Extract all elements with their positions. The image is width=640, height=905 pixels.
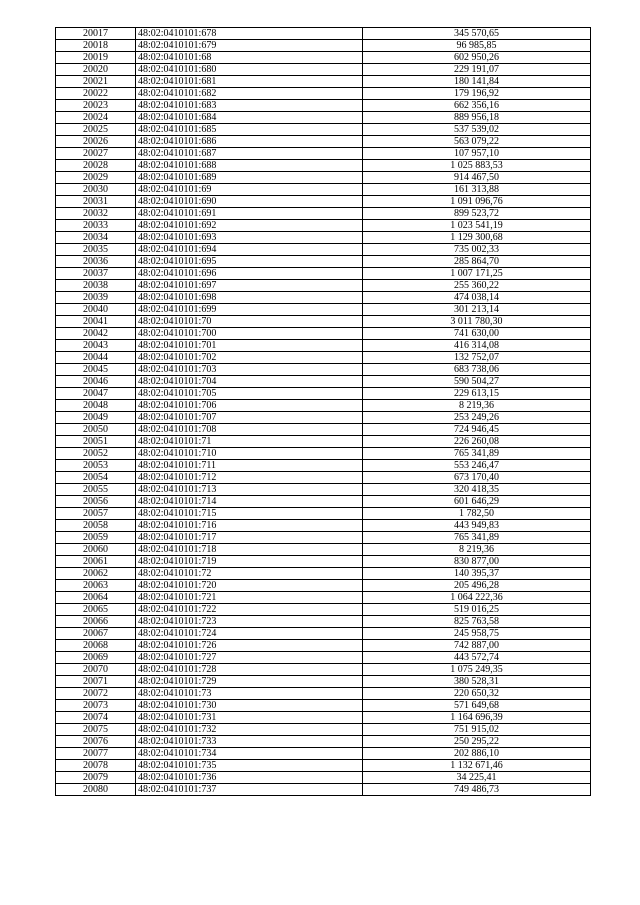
cadastral-value-cell: 662 356,16: [363, 100, 591, 112]
row-number-cell: 20049: [56, 412, 136, 424]
row-number-cell: 20070: [56, 664, 136, 676]
table-row: [56, 532, 591, 544]
row-number-cell: 20018: [56, 40, 136, 52]
table-row: [56, 352, 591, 364]
table-row: [56, 592, 591, 604]
cadastral-number-cell: 48:02:0410101:687: [136, 148, 363, 160]
table-row: [56, 688, 591, 700]
cadastral-value-cell: 202 886,10: [363, 748, 591, 760]
cadastral-value-cell: 229 191,07: [363, 64, 591, 76]
table-row: [56, 100, 591, 112]
cadastral-number-cell: 48:02:0410101:682: [136, 88, 363, 100]
table-row: [56, 412, 591, 424]
row-number-cell: 20055: [56, 484, 136, 496]
cadastral-value-cell: 255 360,22: [363, 280, 591, 292]
table-row: [56, 496, 591, 508]
cadastral-value-cell: 914 467,50: [363, 172, 591, 184]
row-number-cell: 20056: [56, 496, 136, 508]
cadastral-number-cell: 48:02:0410101:705: [136, 388, 363, 400]
cadastral-value-cell: 301 213,14: [363, 304, 591, 316]
row-number-cell: 20027: [56, 148, 136, 160]
cadastral-number-cell: 48:02:0410101:717: [136, 532, 363, 544]
cadastral-value-cell: 226 260,08: [363, 436, 591, 448]
cadastral-value-cell: 1 025 883,53: [363, 160, 591, 172]
cadastral-value-cell: 537 539,02: [363, 124, 591, 136]
cadastral-value-cell: 1 164 696,39: [363, 712, 591, 724]
table-row: [56, 340, 591, 352]
row-number-cell: 20025: [56, 124, 136, 136]
cadastral-number-cell: 48:02:0410101:686: [136, 136, 363, 148]
row-number-cell: 20054: [56, 472, 136, 484]
cadastral-number-cell: 48:02:0410101:68: [136, 52, 363, 64]
cadastral-value-cell: 345 570,65: [363, 28, 591, 40]
cadastral-number-cell: 48:02:0410101:733: [136, 736, 363, 748]
cadastral-number-cell: 48:02:0410101:703: [136, 364, 363, 376]
table-row: [56, 244, 591, 256]
row-number-cell: 20026: [56, 136, 136, 148]
cadastral-value-cell: 443 572,74: [363, 652, 591, 664]
table-row: [56, 388, 591, 400]
row-number-cell: 20067: [56, 628, 136, 640]
cadastral-value-cell: 735 002,33: [363, 244, 591, 256]
cadastral-number-cell: 48:02:0410101:735: [136, 760, 363, 772]
row-number-cell: 20023: [56, 100, 136, 112]
row-number-cell: 20033: [56, 220, 136, 232]
row-number-cell: 20029: [56, 172, 136, 184]
cadastral-number-cell: 48:02:0410101:731: [136, 712, 363, 724]
cadastral-value-cell: 1 782,50: [363, 508, 591, 520]
cadastral-number-cell: 48:02:0410101:692: [136, 220, 363, 232]
row-number-cell: 20041: [56, 316, 136, 328]
cadastral-value-cell: 179 196,92: [363, 88, 591, 100]
row-number-cell: 20074: [56, 712, 136, 724]
row-number-cell: 20065: [56, 604, 136, 616]
table-row: [56, 568, 591, 580]
cadastral-number-cell: 48:02:0410101:736: [136, 772, 363, 784]
cadastral-value-cell: 245 958,75: [363, 628, 591, 640]
cadastral-value-cell: 3 011 780,30: [363, 316, 591, 328]
cadastral-value-cell: 1 023 541,19: [363, 220, 591, 232]
table-row: [56, 400, 591, 412]
table-row: [56, 268, 591, 280]
row-number-cell: 20048: [56, 400, 136, 412]
cadastral-number-cell: 48:02:0410101:71: [136, 436, 363, 448]
cadastral-value-cell: 825 763,58: [363, 616, 591, 628]
table-row: [56, 124, 591, 136]
cadastral-value-cell: 380 528,31: [363, 676, 591, 688]
table-row: [56, 436, 591, 448]
row-number-cell: 20061: [56, 556, 136, 568]
cadastral-number-cell: 48:02:0410101:716: [136, 520, 363, 532]
cadastral-number-cell: 48:02:0410101:728: [136, 664, 363, 676]
cadastral-number-cell: 48:02:0410101:732: [136, 724, 363, 736]
cadastral-number-cell: 48:02:0410101:684: [136, 112, 363, 124]
row-number-cell: 20021: [56, 76, 136, 88]
cadastral-value-cell: 553 246,47: [363, 460, 591, 472]
table-row: [56, 232, 591, 244]
cadastral-value-cell: 220 650,32: [363, 688, 591, 700]
cadastral-value-cell: 889 956,18: [363, 112, 591, 124]
row-number-cell: 20031: [56, 196, 136, 208]
table-row: [56, 208, 591, 220]
table-row: [56, 460, 591, 472]
cadastral-number-cell: 48:02:0410101:730: [136, 700, 363, 712]
table-body: [56, 28, 591, 796]
row-number-cell: 20046: [56, 376, 136, 388]
table-row: [56, 196, 591, 208]
table-row: [56, 784, 591, 796]
row-number-cell: 20043: [56, 340, 136, 352]
cadastral-number-cell: 48:02:0410101:72: [136, 568, 363, 580]
cadastral-value-cell: 96 985,85: [363, 40, 591, 52]
row-number-cell: 20036: [56, 256, 136, 268]
row-number-cell: 20062: [56, 568, 136, 580]
table-row: [56, 160, 591, 172]
cadastral-number-cell: 48:02:0410101:700: [136, 328, 363, 340]
cadastral-number-cell: 48:02:0410101:694: [136, 244, 363, 256]
row-number-cell: 20030: [56, 184, 136, 196]
cadastral-value-cell: 161 313,88: [363, 184, 591, 196]
table-row: [56, 580, 591, 592]
row-number-cell: 20076: [56, 736, 136, 748]
cadastral-value-cell: 519 016,25: [363, 604, 591, 616]
cadastral-number-cell: 48:02:0410101:719: [136, 556, 363, 568]
table-row: [56, 136, 591, 148]
row-number-cell: 20066: [56, 616, 136, 628]
table-row: [56, 328, 591, 340]
cadastral-value-cell: 1 007 171,25: [363, 268, 591, 280]
row-number-cell: 20039: [56, 292, 136, 304]
table-row: [56, 112, 591, 124]
table-row: [56, 484, 591, 496]
cadastral-value-cell: 180 141,84: [363, 76, 591, 88]
cadastral-number-cell: 48:02:0410101:693: [136, 232, 363, 244]
cadastral-value-cell: 751 915,02: [363, 724, 591, 736]
table-row: [56, 724, 591, 736]
table-row: [56, 304, 591, 316]
table-row: [56, 184, 591, 196]
table-row: [56, 472, 591, 484]
cadastral-value-cell: 285 864,70: [363, 256, 591, 268]
cadastral-number-cell: 48:02:0410101:715: [136, 508, 363, 520]
cadastral-value-cell: 683 738,06: [363, 364, 591, 376]
row-number-cell: 20077: [56, 748, 136, 760]
cadastral-number-cell: 48:02:0410101:69: [136, 184, 363, 196]
row-number-cell: 20078: [56, 760, 136, 772]
cadastral-number-cell: 48:02:0410101:702: [136, 352, 363, 364]
row-number-cell: 20058: [56, 520, 136, 532]
table-row: [56, 640, 591, 652]
cadastral-number-cell: 48:02:0410101:683: [136, 100, 363, 112]
row-number-cell: 20017: [56, 28, 136, 40]
row-number-cell: 20035: [56, 244, 136, 256]
cadastral-value-cell: 1 132 671,46: [363, 760, 591, 772]
row-number-cell: 20028: [56, 160, 136, 172]
cadastral-number-cell: 48:02:0410101:688: [136, 160, 363, 172]
table-row: [56, 280, 591, 292]
table-row: [56, 424, 591, 436]
cadastral-value-cell: 416 314,08: [363, 340, 591, 352]
table-row: [56, 292, 591, 304]
table-row: [56, 88, 591, 100]
table-row: [56, 556, 591, 568]
cadastral-value-cell: 320 418,35: [363, 484, 591, 496]
row-number-cell: 20057: [56, 508, 136, 520]
row-number-cell: 20063: [56, 580, 136, 592]
row-number-cell: 20022: [56, 88, 136, 100]
cadastral-value-cell: 229 613,15: [363, 388, 591, 400]
cadastral-value-cell: 590 504,27: [363, 376, 591, 388]
cadastral-value-cell: 443 949,83: [363, 520, 591, 532]
table-row: [56, 676, 591, 688]
cadastral-number-cell: 48:02:0410101:712: [136, 472, 363, 484]
cadastral-number-cell: 48:02:0410101:713: [136, 484, 363, 496]
cadastral-value-cell: 602 950,26: [363, 52, 591, 64]
cadastral-number-cell: 48:02:0410101:699: [136, 304, 363, 316]
row-number-cell: 20038: [56, 280, 136, 292]
cadastral-value-cell: 474 038,14: [363, 292, 591, 304]
cadastral-number-cell: 48:02:0410101:691: [136, 208, 363, 220]
cadastral-value-cell: 724 946,45: [363, 424, 591, 436]
row-number-cell: 20068: [56, 640, 136, 652]
cadastral-number-cell: 48:02:0410101:710: [136, 448, 363, 460]
cadastral-number-cell: 48:02:0410101:698: [136, 292, 363, 304]
cadastral-value-cell: 132 752,07: [363, 352, 591, 364]
cadastral-number-cell: 48:02:0410101:714: [136, 496, 363, 508]
cadastral-number-cell: 48:02:0410101:722: [136, 604, 363, 616]
table-row: [56, 772, 591, 784]
table-row: [56, 544, 591, 556]
cadastral-number-cell: 48:02:0410101:701: [136, 340, 363, 352]
row-number-cell: 20045: [56, 364, 136, 376]
table-row: [56, 616, 591, 628]
table-row: [56, 64, 591, 76]
table-row: [56, 76, 591, 88]
table-row: [56, 220, 591, 232]
row-number-cell: 20079: [56, 772, 136, 784]
cadastral-number-cell: 48:02:0410101:679: [136, 40, 363, 52]
cadastral-number-cell: 48:02:0410101:726: [136, 640, 363, 652]
table-row: [56, 664, 591, 676]
row-number-cell: 20020: [56, 64, 136, 76]
cadastral-value-cell: 140 395,37: [363, 568, 591, 580]
cadastral-number-cell: 48:02:0410101:718: [136, 544, 363, 556]
row-number-cell: 20040: [56, 304, 136, 316]
row-number-cell: 20050: [56, 424, 136, 436]
cadastral-value-cell: 107 957,10: [363, 148, 591, 160]
cadastral-number-cell: 48:02:0410101:678: [136, 28, 363, 40]
table-row: [56, 40, 591, 52]
row-number-cell: 20080: [56, 784, 136, 796]
cadastral-value-cell: 563 079,22: [363, 136, 591, 148]
table-row: [56, 736, 591, 748]
cadastral-number-cell: 48:02:0410101:695: [136, 256, 363, 268]
cadastral-value-table: [55, 27, 591, 796]
row-number-cell: 20075: [56, 724, 136, 736]
row-number-cell: 20042: [56, 328, 136, 340]
cadastral-number-cell: 48:02:0410101:720: [136, 580, 363, 592]
cadastral-value-cell: 1 075 249,35: [363, 664, 591, 676]
row-number-cell: 20052: [56, 448, 136, 460]
cadastral-number-cell: 48:02:0410101:690: [136, 196, 363, 208]
table-row: [56, 52, 591, 64]
cadastral-number-cell: 48:02:0410101:707: [136, 412, 363, 424]
cadastral-value-cell: 830 877,00: [363, 556, 591, 568]
cadastral-value-cell: 8 219,36: [363, 400, 591, 412]
cadastral-number-cell: 48:02:0410101:727: [136, 652, 363, 664]
row-number-cell: 20073: [56, 700, 136, 712]
table-row: [56, 28, 591, 40]
table-row: [56, 652, 591, 664]
cadastral-number-cell: 48:02:0410101:724: [136, 628, 363, 640]
cadastral-value-cell: 1 129 300,68: [363, 232, 591, 244]
row-number-cell: 20059: [56, 532, 136, 544]
row-number-cell: 20072: [56, 688, 136, 700]
row-number-cell: 20071: [56, 676, 136, 688]
cadastral-value-cell: 601 646,29: [363, 496, 591, 508]
row-number-cell: 20047: [56, 388, 136, 400]
table-row: [56, 700, 591, 712]
row-number-cell: 20051: [56, 436, 136, 448]
row-number-cell: 20060: [56, 544, 136, 556]
cadastral-number-cell: 48:02:0410101:729: [136, 676, 363, 688]
cadastral-value-cell: 741 630,00: [363, 328, 591, 340]
row-number-cell: 20024: [56, 112, 136, 124]
row-number-cell: 20064: [56, 592, 136, 604]
table-row: [56, 376, 591, 388]
table-row: [56, 748, 591, 760]
cadastral-value-cell: 749 486,73: [363, 784, 591, 796]
cadastral-number-cell: 48:02:0410101:697: [136, 280, 363, 292]
cadastral-value-cell: 673 170,40: [363, 472, 591, 484]
row-number-cell: 20053: [56, 460, 136, 472]
table-row: [56, 712, 591, 724]
cadastral-number-cell: 48:02:0410101:723: [136, 616, 363, 628]
cadastral-number-cell: 48:02:0410101:711: [136, 460, 363, 472]
row-number-cell: 20037: [56, 268, 136, 280]
cadastral-value-cell: 253 249,26: [363, 412, 591, 424]
table-row: [56, 628, 591, 640]
cadastral-number-cell: 48:02:0410101:73: [136, 688, 363, 700]
cadastral-number-cell: 48:02:0410101:681: [136, 76, 363, 88]
table-row: [56, 256, 591, 268]
table-row: [56, 604, 591, 616]
cadastral-number-cell: 48:02:0410101:685: [136, 124, 363, 136]
table-row: [56, 364, 591, 376]
table-row: [56, 760, 591, 772]
table-row: [56, 148, 591, 160]
cadastral-number-cell: 48:02:0410101:737: [136, 784, 363, 796]
cadastral-number-cell: 48:02:0410101:696: [136, 268, 363, 280]
cadastral-number-cell: 48:02:0410101:689: [136, 172, 363, 184]
cadastral-number-cell: 48:02:0410101:708: [136, 424, 363, 436]
table-row: [56, 172, 591, 184]
row-number-cell: 20034: [56, 232, 136, 244]
row-number-cell: 20032: [56, 208, 136, 220]
cadastral-number-cell: 48:02:0410101:704: [136, 376, 363, 388]
cadastral-value-cell: 1 064 222,36: [363, 592, 591, 604]
cadastral-number-cell: 48:02:0410101:680: [136, 64, 363, 76]
row-number-cell: 20044: [56, 352, 136, 364]
cadastral-number-cell: 48:02:0410101:70: [136, 316, 363, 328]
cadastral-number-cell: 48:02:0410101:734: [136, 748, 363, 760]
row-number-cell: 20019: [56, 52, 136, 64]
row-number-cell: 20069: [56, 652, 136, 664]
cadastral-value-cell: 765 341,89: [363, 448, 591, 460]
cadastral-number-cell: 48:02:0410101:721: [136, 592, 363, 604]
cadastral-number-cell: 48:02:0410101:706: [136, 400, 363, 412]
cadastral-value-cell: 571 649,68: [363, 700, 591, 712]
cadastral-value-cell: 34 225,41: [363, 772, 591, 784]
table-row: [56, 448, 591, 460]
cadastral-value-cell: 8 219,36: [363, 544, 591, 556]
table-row: [56, 520, 591, 532]
cadastral-value-cell: 742 887,00: [363, 640, 591, 652]
cadastral-value-cell: 205 496,28: [363, 580, 591, 592]
cadastral-value-cell: 1 091 096,76: [363, 196, 591, 208]
table-row: [56, 508, 591, 520]
cadastral-value-cell: 765 341,89: [363, 532, 591, 544]
table-row: [56, 316, 591, 328]
cadastral-value-cell: 899 523,72: [363, 208, 591, 220]
cadastral-value-cell: 250 295,22: [363, 736, 591, 748]
